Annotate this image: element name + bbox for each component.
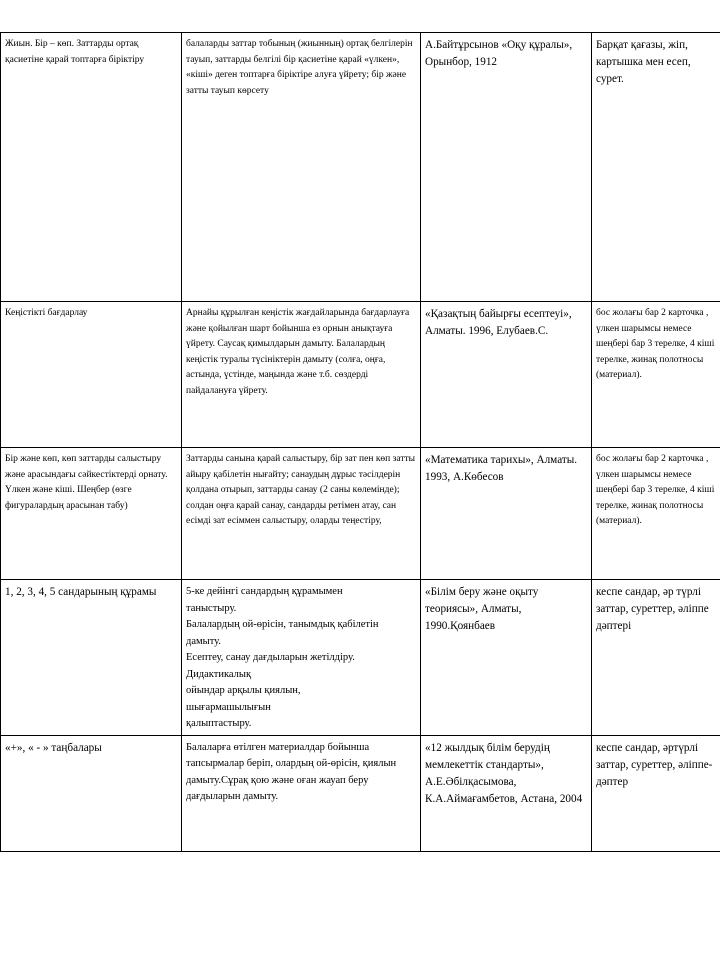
literature-cell: «Қазақтың байырғы есептеуі», Алматы. 1996, Елубаев.С. — [421, 302, 592, 448]
table-row — [1, 33, 720, 302]
materials-cell: кеспе сандар, әр түрлі заттар, суреттер, әліппе дәптері — [592, 580, 720, 736]
goal-line: шығармашылығын — [186, 701, 271, 713]
goal-cell: Заттарды санына қарай салыстыру, бір зат пен көп затты айыру қабілетін нығайту; санаудың дұрыс тәсілдерін қолдана отырып, заттарды санау (2 саны көлемінде); солдан оңға қарай санау, сандарды ретімен атау, сан есімді зат есіммен салыстыру, оларды теңестіру, — [182, 448, 421, 580]
goal-line: Есептеу, санау дағдыларын жетілдіру. — [186, 652, 355, 663]
topic-cell: Кеңістікті бағдарлау — [1, 302, 182, 448]
goal-cell: Балаларға өтілген материалдар бойынша тапсырмалар беріп, олардың ой-өрісін, қиялын дамыту.Сұрақ қою және оған жауап беру дағдыларын дамыту. — [182, 735, 421, 851]
goal-line: таныстыру. — [186, 602, 237, 614]
materials-cell: кеспе сандар, әртүрлі заттар, суреттер, әліппе-дәптер — [592, 735, 720, 851]
literature-cell: А.Байтұрсынов «Оқу құралы», Орынбор, 1912 — [421, 33, 592, 302]
table-row — [1, 302, 720, 448]
literature-cell: «12 жылдық білім берудің мемлекеттік стандарты», А.Е.Әбілқасымова, К.А.Аймағамбетов, Астана, 2004 — [421, 735, 592, 851]
goal-cell: Арнайы құрылған кеңістік жағдайларында бағдарлауға және қойылған шарт бойынша ез орнын анықтауға үйрету. Саусақ қимылдарын дамыту. Балалардың кеңістік туралы түсініктерін дамыту (солға, оңға, астында, үстінде, маңында және т.б. сөздерді пайдалануға үйрету. — [182, 302, 421, 448]
goal-cell: балаларды заттар тобының (жиынның) ортақ белгілерін тауып, заттарды белгілі бір қасиетіне қарай «үлкен», «кіші» деген топтарға біріктіре алуға үйрету; бір және затты тауып көрсету — [182, 33, 421, 302]
topic-cell: 1, 2, 3, 4, 5 сандарының құрамы — [1, 580, 182, 736]
literature-cell: «Білім беру және оқыту теориясы», Алматы, 1990.Қоянбаев — [421, 580, 592, 736]
goal-line: ойындар арқылы қиялын, — [186, 685, 301, 696]
goal-line: Дидактикалық — [186, 668, 252, 680]
goal-cell — [182, 580, 421, 736]
lesson-plan-table — [0, 32, 720, 852]
topic-cell: Жиын. Бір – көп. Заттарды ортақ қасиетіне қарай топтарға біріктіру — [1, 33, 182, 302]
topic-cell: «+», « - » таңбалары — [1, 735, 182, 851]
goal-line: дамыту. — [186, 635, 221, 647]
table-row — [1, 448, 720, 580]
topic-cell: Бір және көп, көп заттарды салыстыру және арасындағы сәйкестіктерді орнату. Үлкен және кіші. Шеңбер (өзге фигуралардың арасынан табу) — [1, 448, 182, 580]
table-row — [1, 735, 720, 851]
materials-cell: бос жолағы бар 2 карточка , үлкен шарымсы немесе шеңбері бар 3 терелке, 4 кіші терелке, жинақ полотносы (материал). — [592, 448, 720, 580]
materials-cell: Барқат қағазы, жіп, картышка мен есеп, сурет. — [592, 33, 720, 302]
materials-cell: бос жолағы бар 2 карточка , үлкен шарымсы немесе шеңбері бар 3 терелке, 4 кіші терелке, жинақ полотносы (материал). — [592, 302, 720, 448]
literature-cell: «Математика тарихы», Алматы. 1993, А.Көбесов — [421, 448, 592, 580]
goal-line: қалыптастыру. — [186, 718, 252, 729]
goal-line: 5-ке дейінгі сандардың құрамымен — [186, 586, 343, 597]
goal-line: Балалардың ой-өрісін, танымдық қабілетін — [186, 619, 379, 630]
table-row — [1, 580, 720, 736]
